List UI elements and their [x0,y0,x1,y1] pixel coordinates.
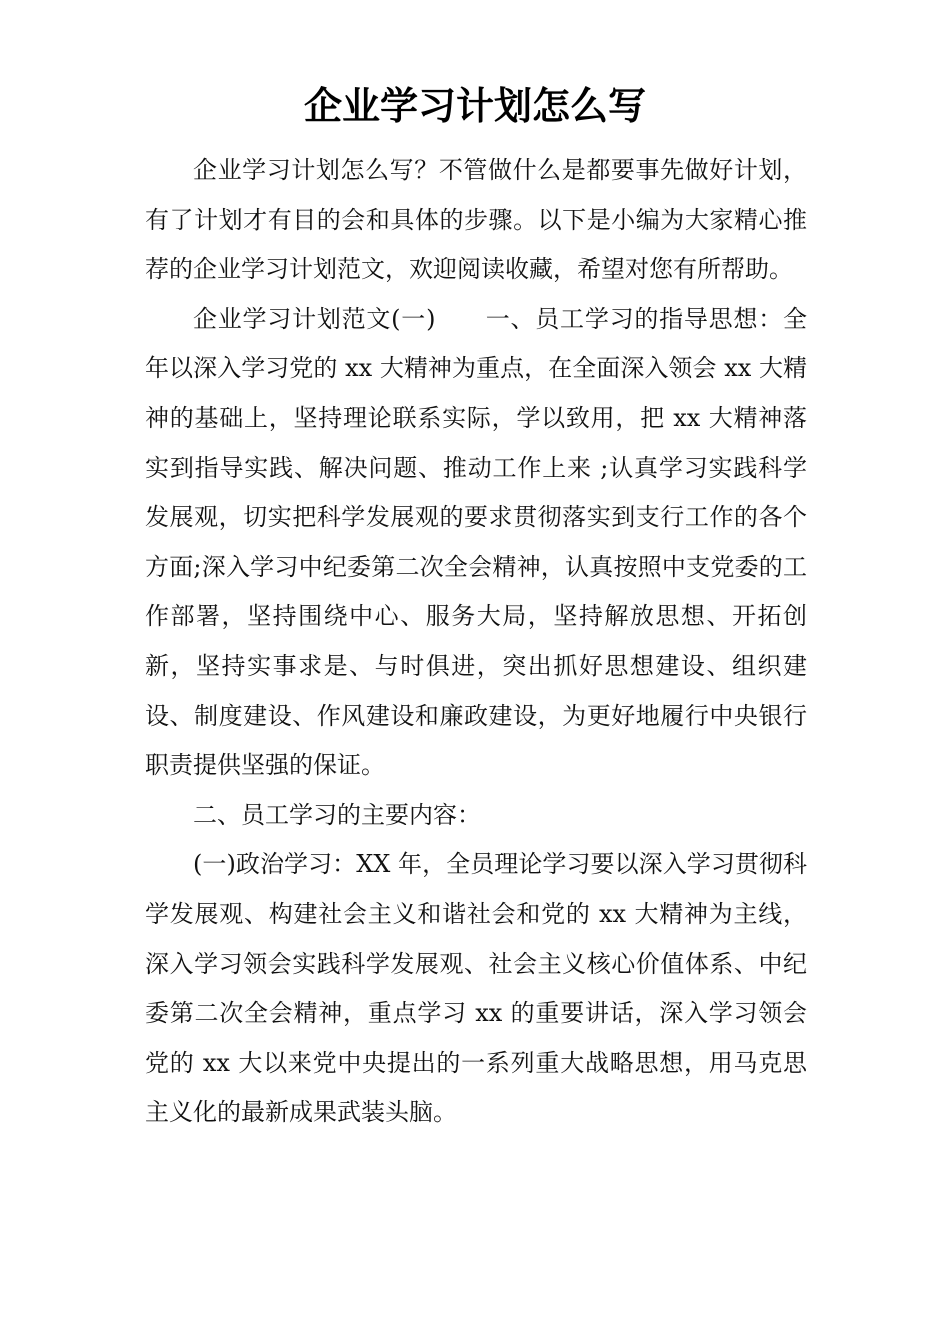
paragraph-main-content-heading: 二、员工学习的主要内容： [193,800,481,829]
paragraph-intro: 企业学习计划怎么写？不管做什么是都要事先做好计划，有了计划才有目的会和具体的步骤。以下是小编为大家精心推荐的企业学习计划范文，欢迎阅读收藏，希望对您有所帮助。 [145,156,807,284]
paragraph-political-study: (一)政治学习：XX 年，全员理论学习要以深入学习贯彻科学发展观、构建社会主义和谐社会和党的 xx 大精神为主线，深入学习领会实践科学发展观、社会主义核心价值体系、中纪委第二次全会精神，重点学习 xx 的重要讲话，深入学习领会党的 xx 大以来党中央提出的一系列重大战略思想，用马克思主义化的最新成果武装头脑。 [145,850,807,1127]
document-title: 企业学习计划怎么写 [303,83,646,128]
paragraph-guiding-thought: 企业学习计划范文(一) 一、员工学习的指导思想：全年以深入学习党的 xx 大精神为重点，在全面深入领会 xx 大精神的基础上，坚持理论联系实际，学以致用，把 xx 大精神落实到指导实践、解决问题、推动工作上来 ;认真学习实践科学发展观，切实把科学发展观的要求贯彻落实到支行工作的各个方面;深入学习中纪委第二次全会精神，认真按照中支党委的工作部署，坚持围绕中心、服务大局，坚持解放思想、开拓创新，坚持实事求是、与时俱进，突出抓好思想建设、组织建设、制度建设、作风建设和廉政建设，为更好地履行中央银行职责提供坚强的保证。 [145,304,807,780]
document-body [145,146,807,1138]
